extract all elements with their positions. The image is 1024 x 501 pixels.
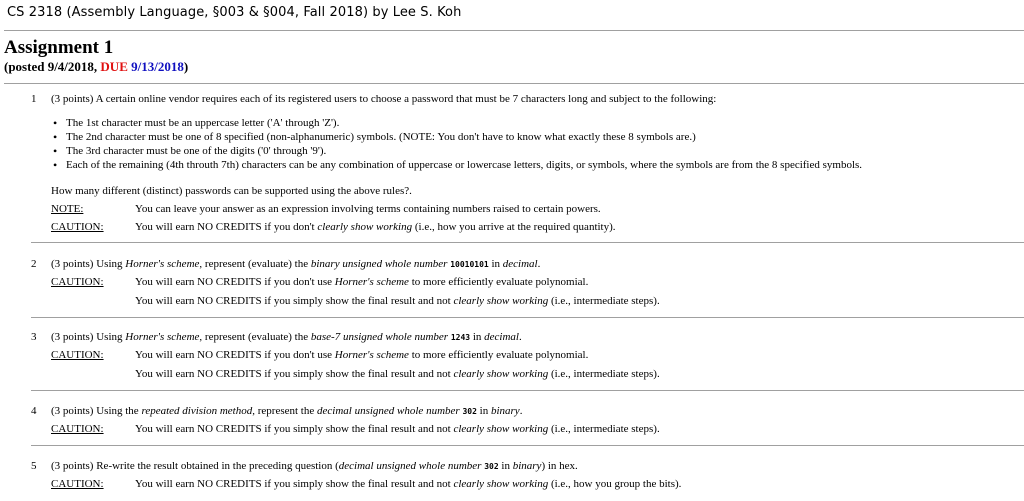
course-title: CS 2318 (Assembly Language, §003 & §004, Fall 2018) by Lee S. Koh bbox=[7, 5, 462, 20]
question-text-part: (3 points) Using the bbox=[51, 405, 142, 417]
question-emphasis: binary bbox=[512, 460, 542, 472]
question-text-part: ) in hex. bbox=[541, 460, 578, 472]
caution-text-part: to more efficiently evaluate polynomial. bbox=[408, 349, 589, 361]
caution-emphasis: clearly show working bbox=[317, 221, 413, 233]
divider bbox=[4, 30, 1024, 31]
question-text-part: (3 points) Re-write the result obtained in the preceding question ( bbox=[51, 460, 339, 472]
assignment-title: Assignment 1 bbox=[4, 37, 114, 58]
question-text-part: , represent (evaluate) the bbox=[199, 258, 311, 270]
question-1-bullet: • Each of the remaining (4th throuth 7th) characters can be any combination of uppercase or lowercase letters, digits, or symbols, where the symbols are from the 8 specified symbols. bbox=[66, 159, 862, 171]
question-text-part: (3 points) Using bbox=[51, 258, 126, 270]
caution-text-part: You will earn NO CREDITS if you simply show the final result and not bbox=[135, 423, 454, 435]
number-literal: 302 bbox=[462, 407, 477, 416]
caution-text-part: (i.e., intermediate steps). bbox=[548, 295, 660, 307]
question-text-part: in bbox=[476, 405, 491, 417]
caution-text-part: (i.e., intermediate steps). bbox=[548, 423, 660, 435]
question-1-bullet: • The 2nd character must be one of 8 specified (non-alphanumeric) symbols. (NOTE: You don't have to know what exactly these 8 symbols are.) bbox=[66, 131, 696, 143]
due-label: DUE bbox=[100, 59, 128, 74]
number-literal: 10010101 bbox=[450, 260, 489, 269]
posted-close: ) bbox=[183, 59, 189, 74]
number-literal: 1243 bbox=[450, 333, 471, 342]
caution-text bbox=[135, 368, 660, 380]
question-text-part: , represent the bbox=[252, 405, 317, 417]
question-emphasis: decimal unsigned whole number bbox=[317, 405, 460, 417]
question-text-part: in bbox=[498, 460, 513, 472]
posted-line bbox=[4, 59, 188, 75]
caution-text-part: You will earn NO CREDITS if you don't bbox=[135, 221, 318, 233]
due-date: 9/13/2018 bbox=[127, 59, 184, 74]
question-emphasis: decimal bbox=[502, 258, 538, 270]
question-1-bullet: • The 3rd character must be one of the digits ('0' through '9'). bbox=[66, 145, 326, 157]
divider bbox=[31, 445, 1024, 446]
question-text-part: . bbox=[519, 405, 523, 417]
caution-text-part: You will earn NO CREDITS if you simply show the final result and not bbox=[135, 478, 454, 490]
question-2-text bbox=[51, 258, 540, 270]
question-emphasis: base-7 unsigned whole number bbox=[310, 331, 449, 343]
caution-text bbox=[135, 423, 660, 435]
caution-text bbox=[135, 295, 660, 307]
caution-label: CAUTION: bbox=[51, 478, 104, 490]
caution-emphasis: clearly show working bbox=[453, 295, 549, 307]
question-emphasis: binary unsigned whole number bbox=[310, 258, 448, 270]
question-text-part: in bbox=[470, 331, 485, 343]
question-text-part: in bbox=[488, 258, 503, 270]
question-2-number: 2 bbox=[31, 258, 37, 270]
caution-emphasis: Horner's scheme bbox=[334, 349, 409, 361]
number-literal: 302 bbox=[484, 462, 499, 471]
question-3-text bbox=[51, 331, 522, 343]
question-emphasis: decimal bbox=[484, 331, 519, 343]
question-1-number: 1 bbox=[31, 93, 37, 105]
question-3-number: 3 bbox=[31, 331, 37, 343]
caution-label: CAUTION: bbox=[51, 423, 104, 435]
question-text-part: . bbox=[518, 331, 522, 343]
caution-emphasis: clearly show working bbox=[453, 478, 549, 490]
question-emphasis: Horner's scheme bbox=[125, 258, 200, 270]
question-emphasis: Horner's scheme bbox=[125, 331, 200, 343]
divider bbox=[31, 317, 1024, 318]
caution-text-part: to more efficiently evaluate polynomial. bbox=[408, 276, 589, 288]
caution-emphasis: Horner's scheme bbox=[334, 276, 409, 288]
caution-text-part: (i.e., intermediate steps). bbox=[548, 368, 660, 380]
note-label: NOTE: bbox=[51, 203, 84, 215]
divider bbox=[4, 83, 1024, 84]
caution-text-part: You will earn NO CREDITS if you don't use bbox=[135, 276, 335, 288]
question-emphasis: decimal unsigned whole number bbox=[338, 460, 482, 472]
question-1-intro: (3 points) A certain online vendor requires each of its registered users to choose a password that must be 7 characters long and subject to the following: bbox=[51, 93, 717, 105]
caution-label: CAUTION: bbox=[51, 349, 104, 361]
note-text: You can leave your answer as an expression involving terms containing numbers raised to certain powers. bbox=[135, 203, 601, 215]
question-1-bullet: • The 1st character must be an uppercase letter ('A' through 'Z'). bbox=[66, 117, 339, 129]
question-text-part: (3 points) Using bbox=[51, 331, 126, 343]
divider bbox=[31, 242, 1024, 243]
question-text-part: , represent (evaluate) the bbox=[199, 331, 311, 343]
caution-text bbox=[135, 276, 588, 288]
question-5-text bbox=[51, 460, 578, 472]
caution-text-part: (i.e., how you group the bits). bbox=[548, 478, 682, 490]
caution-label: CAUTION: bbox=[51, 221, 104, 233]
question-4-text bbox=[51, 405, 522, 417]
caution-text bbox=[135, 221, 616, 233]
posted-date: (posted 9/4/2018, bbox=[4, 59, 101, 74]
caution-text-part: You will earn NO CREDITS if you don't use bbox=[135, 349, 335, 361]
question-1-prompt: How many different (distinct) passwords can be supported using the above rules?. bbox=[51, 185, 412, 197]
caution-text bbox=[135, 349, 588, 361]
caution-text-part: You will earn NO CREDITS if you simply show the final result and not bbox=[135, 368, 454, 380]
question-5-number: 5 bbox=[31, 460, 37, 472]
divider bbox=[31, 390, 1024, 391]
question-4-number: 4 bbox=[31, 405, 37, 417]
caution-text bbox=[135, 478, 681, 490]
question-emphasis: binary bbox=[490, 405, 520, 417]
caution-text-part: (i.e., how you arrive at the required quantity). bbox=[412, 221, 616, 233]
caution-text-part: You will earn NO CREDITS if you simply show the final result and not bbox=[135, 295, 454, 307]
caution-emphasis: clearly show working bbox=[453, 368, 549, 380]
question-text-part: . bbox=[537, 258, 541, 270]
caution-emphasis: clearly show working bbox=[453, 423, 549, 435]
question-emphasis: repeated division method bbox=[141, 405, 253, 417]
caution-label: CAUTION: bbox=[51, 276, 104, 288]
